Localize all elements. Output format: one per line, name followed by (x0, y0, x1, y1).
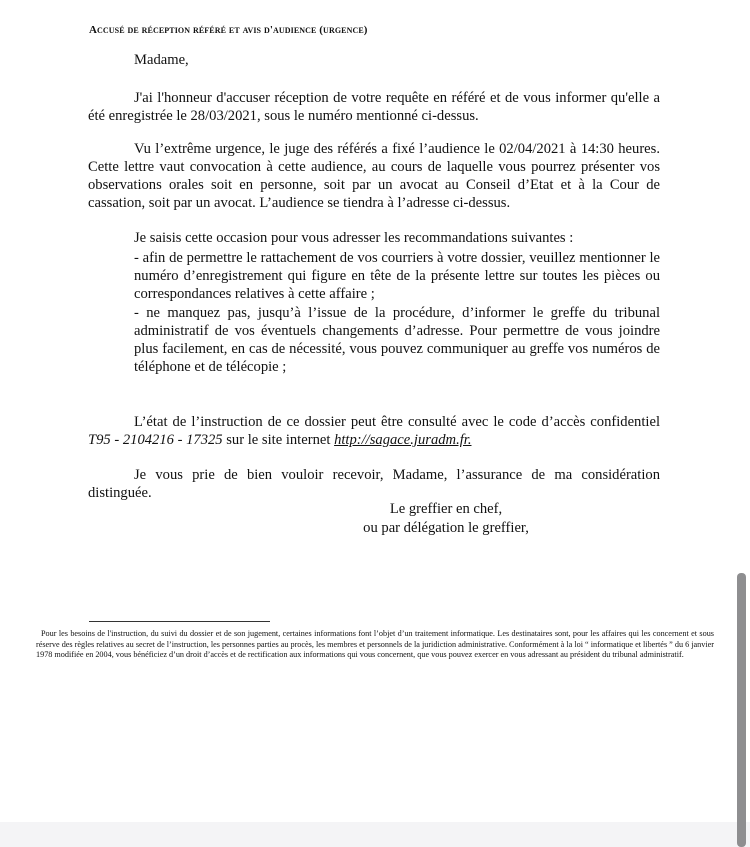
recommendations-intro: Je saisis cette occasion pour vous adresser les recommandations suivantes : (134, 230, 574, 246)
footnote-separator (89, 621, 270, 622)
footnote-text: Pour les besoins de l'instruction, du suivi du dossier et de son jugement, certaines informations font l’objet d’un traitement informatique. Les destinataires sont, pour les affaires qui les concernent et sous réserve des règles relatives au secret de l’instruction, les personnes parties au procès, les membres et personnels de la juridiction administrative. Conformément à la loi “ informatique et libertés ” du 6 janvier 1978 modifiée en 2004, vous bénéficiez d’un droit d’accès et de rectification aux informations qui vous concernent, que vous pouvez exercer en vous adressant au président du tribunal administratif. (36, 629, 714, 659)
signature-line-1: Le greffier en chef, (389, 501, 503, 517)
sagace-link[interactable]: http://sagace.juradm.fr. (334, 432, 472, 448)
salutation: Madame, (134, 52, 189, 68)
recommendation-item-2: - ne manquez pas, jusqu’à l’issue de la procédure, d’informer le greffe du tribunal administratif de vos éventuels changements d’adresse. Pour permettre de vous joindre plus facilement, en cas de nécessité, vous pouvez communiquer au greffe vos numéros de téléphone et de télécopie ; (134, 305, 660, 375)
access-middle-text: sur le site internet (226, 432, 331, 448)
document-heading: Accusé de réception référé et avis d'audience (urgence) (89, 24, 368, 36)
paragraph-hearing (88, 140, 660, 212)
signature-line-2: ou par délégation le greffier, (363, 520, 529, 536)
access-code: T95 - 2104216 - 17325 (88, 432, 223, 448)
paragraph-hearing-text: Vu l’extrême urgence, le juge des référés a fixé l’audience le 02/04/2021 à 14:30 heures. Cette lettre vaut convocation à cette audience, au cours de laquelle vous pourrez présenter vos observations orales soit en personne, soit par un avocat au Conseil d’Etat et à la Cour de cassation, soit par un avocat. L’audience se tiendra à l’adresse ci-dessus. (88, 141, 660, 211)
paragraph-access (88, 413, 660, 449)
paragraph-closing (88, 466, 660, 502)
access-text: L’état de l’instruction de ce dossier peut être consulté avec le code d’accès confidentiel (134, 414, 660, 430)
paragraph-receipt-text: J'ai l'honneur d'accuser réception de votre requête en référé et de vous informer qu'elle a été enregistrée le 28/03/2021, sous le numéro mentionné ci-dessus. (88, 90, 660, 124)
recommendation-item-1: - afin de permettre le rattachement de vos courriers à votre dossier, veuillez mentionner le numéro d’enregistrement qui figure en tête de la présente lettre sur toutes les pièces ou correspondances relatives à cette affaire ; (134, 250, 660, 302)
scrollbar-thumb[interactable] (737, 573, 746, 847)
closing-text: Je vous prie de bien vouloir recevoir, Madame, l’assurance de ma considération distinguée. (88, 467, 660, 501)
paragraph-receipt (88, 89, 660, 125)
viewer-bottom-strip (0, 822, 750, 847)
